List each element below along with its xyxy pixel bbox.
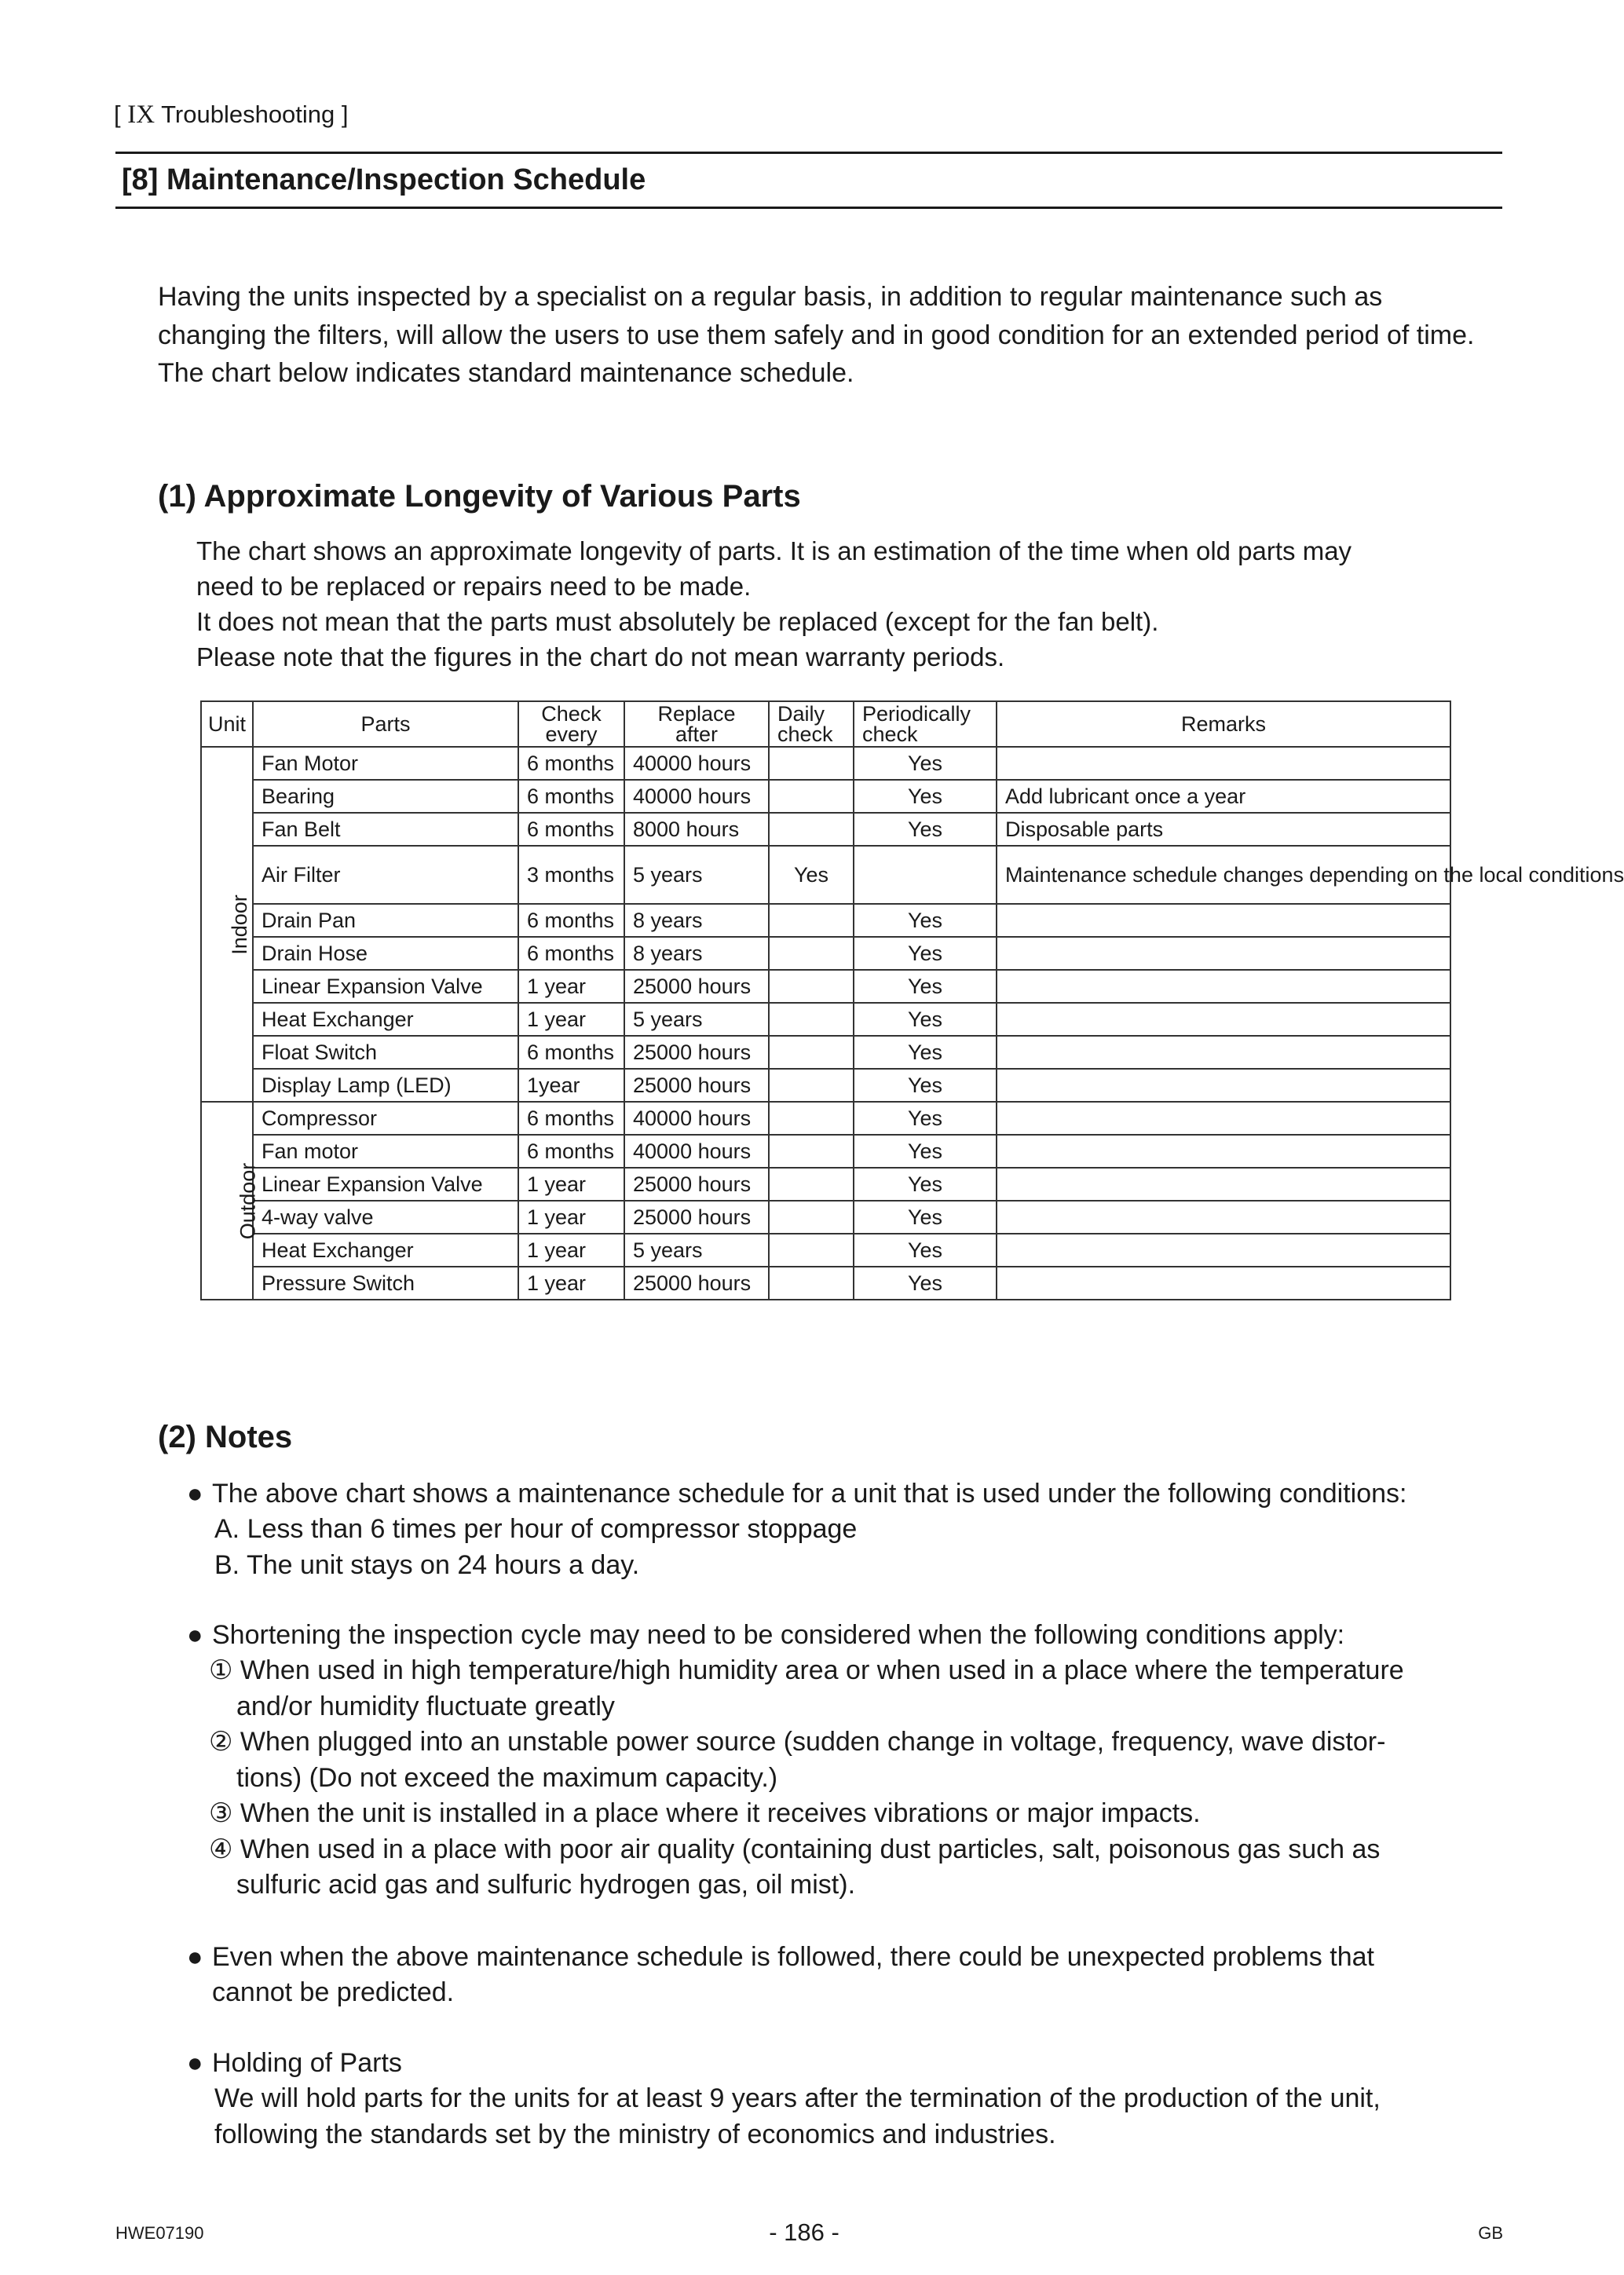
bullet-dot: ●	[187, 2048, 203, 2078]
chapter-roman-numeral: IX	[127, 101, 155, 129]
check-every-cell: 1year	[518, 1069, 624, 1102]
table-row	[201, 747, 1450, 780]
remarks-cell	[997, 1102, 1450, 1135]
replace-after-cell: 25000 hours	[624, 1069, 769, 1102]
daily-check-cell	[769, 904, 854, 937]
daily-check-cell	[769, 1234, 854, 1267]
periodic-check-cell: Yes	[854, 1267, 997, 1300]
periodic-check-cell: Yes	[854, 1234, 997, 1267]
daily-check-cell	[769, 1201, 854, 1234]
replace-after-cell: 40000 hours	[624, 1102, 769, 1135]
check-every-cell: 1 year	[518, 1234, 624, 1267]
remarks-cell	[997, 1036, 1450, 1069]
daily-check-cell	[769, 1102, 854, 1135]
check-every-cell: 6 months	[518, 1135, 624, 1168]
periodic-check-cell: Yes	[854, 1201, 997, 1234]
part-name: Fan Belt	[253, 813, 518, 846]
remarks-cell: Maintenance schedule changes depending on the local conditions	[997, 846, 1450, 904]
bullet-dot: ●	[187, 1479, 203, 1509]
replace-after-cell: 8000 hours	[624, 813, 769, 846]
header-rule-top	[115, 152, 1502, 154]
table-row	[201, 904, 1450, 937]
replace-after-cell: 8 years	[624, 904, 769, 937]
header-remarks: Remarks	[997, 701, 1450, 747]
check-every-cell: 1 year	[518, 1168, 624, 1201]
table-row	[201, 1102, 1450, 1135]
replace-after-cell: 40000 hours	[624, 1135, 769, 1168]
remarks-cell: Disposable parts	[997, 813, 1450, 846]
remarks-cell	[997, 1168, 1450, 1201]
remarks-cell	[997, 970, 1450, 1003]
check-every-cell: 1 year	[518, 970, 624, 1003]
longevity-title: (1) Approximate Longevity of Various Parts	[158, 479, 801, 514]
check-every-cell: 1 year	[518, 1201, 624, 1234]
part-name: Linear Expansion Valve	[253, 1168, 518, 1201]
longevity-line: Please note that the figures in the chart do not mean warranty periods.	[196, 642, 1005, 671]
remarks-cell	[997, 1135, 1450, 1168]
longevity-line: The chart shows an approximate longevity of parts. It is an estimation of the time when old parts may	[196, 536, 1352, 565]
check-every-cell: 6 months	[518, 904, 624, 937]
unit-indoor-label: Indoor	[201, 747, 253, 1102]
part-name: Drain Hose	[253, 937, 518, 970]
table-row	[201, 780, 1450, 813]
part-name: Linear Expansion Valve	[253, 970, 518, 1003]
replace-after-cell: 25000 hours	[624, 1201, 769, 1234]
table-row	[201, 1003, 1450, 1036]
check-every-cell: 1 year	[518, 1003, 624, 1036]
check-every-cell: 1 year	[518, 1267, 624, 1300]
periodic-check-cell: Yes	[854, 1168, 997, 1201]
remarks-cell	[997, 937, 1450, 970]
remarks-cell	[997, 1201, 1450, 1234]
daily-check-cell	[769, 780, 854, 813]
periodic-check-cell: Yes	[854, 1003, 997, 1036]
periodic-check-cell: Yes	[854, 780, 997, 813]
remarks-cell: Add lubricant once a year	[997, 780, 1450, 813]
unit-outdoor-label: Outdoor	[201, 1102, 253, 1300]
part-name: Pressure Switch	[253, 1267, 518, 1300]
check-every-cell: 6 months	[518, 1102, 624, 1135]
periodic-check-cell: Yes	[854, 937, 997, 970]
daily-check-cell	[769, 970, 854, 1003]
periodic-check-cell: Yes	[854, 1036, 997, 1069]
daily-check-cell	[769, 1135, 854, 1168]
daily-check-cell: Yes	[769, 846, 854, 904]
longevity-line: need to be replaced or repairs need to be made.	[196, 572, 752, 601]
periodic-check-cell	[854, 846, 997, 904]
check-every-cell: 6 months	[518, 937, 624, 970]
header-check-every: Check every	[518, 701, 624, 747]
table-row	[201, 937, 1450, 970]
replace-after-cell: 5 years	[624, 846, 769, 904]
replace-after-cell: 25000 hours	[624, 1267, 769, 1300]
part-name: Compressor	[253, 1102, 518, 1135]
longevity-paragraph	[196, 533, 1492, 675]
longevity-line: It does not mean that the parts must absolutely be replaced (except for the fan belt).	[196, 607, 1159, 636]
table-row	[201, 846, 1450, 904]
check-every-cell: 6 months	[518, 747, 624, 780]
intro-text: Having the units inspected by a specialist on a regular basis, in addition to regular maintenance such as changing the filters, will allow the users to use them safely and in good condition for an extended period of time.	[158, 282, 1475, 350]
bullet-dot: ●	[187, 1620, 203, 1650]
section-title: [8] Maintenance/Inspection Schedule	[122, 163, 646, 196]
intro-paragraph	[158, 278, 1493, 393]
note-bullet-unexpected: ● Even when the above maintenance schedule is followed, there could be unexpected problems that cannot be predicted.	[187, 1940, 1506, 2014]
replace-after-cell: 25000 hours	[624, 1036, 769, 1069]
footer-page-number: - 186 -	[769, 2218, 839, 2246]
table-row	[201, 813, 1450, 846]
periodic-check-cell: Yes	[854, 1069, 997, 1102]
periodic-check-cell: Yes	[854, 1102, 997, 1135]
daily-check-cell	[769, 1069, 854, 1102]
periodic-check-cell: Yes	[854, 1135, 997, 1168]
table-row	[201, 1135, 1450, 1168]
replace-after-cell: 5 years	[624, 1003, 769, 1036]
daily-check-cell	[769, 1267, 854, 1300]
part-name: Display Lamp (LED)	[253, 1069, 518, 1102]
part-name: 4-way valve	[253, 1201, 518, 1234]
check-every-cell: 6 months	[518, 1036, 624, 1069]
table-header-row	[201, 701, 1450, 747]
table-row	[201, 970, 1450, 1003]
note-bullet-shortening: ● Shortening the inspection cycle may need to be considered when the following conditions apply: ① When used in high temperature/high humidity area or when used in a place where the temperature and/or humidity fluctuate greatly ② When plugged into an unstable power source (sudden change in voltage, frequency, wave distor- tions) (Do not exceed the maximum capacity.) ③ When the unit is installed in a place where it receives vibrations or major impacts. ④ When used in a place with poor air quality (containing dust particles, salt, poisonous gas such as sulfuric acid gas and sulfuric hydrogen gas, oil mist).	[187, 1618, 1506, 1908]
replace-after-cell: 25000 hours	[624, 1168, 769, 1201]
notes-title: (2) Notes	[158, 1420, 293, 1454]
intro-chart-note: The chart below indicates standard maintenance schedule.	[158, 358, 854, 388]
periodic-check-cell: Yes	[854, 904, 997, 937]
table-row	[201, 1234, 1450, 1267]
remarks-cell	[997, 904, 1450, 937]
part-name: Drain Pan	[253, 904, 518, 937]
remarks-cell	[997, 1267, 1450, 1300]
part-name: Air Filter	[253, 846, 518, 904]
header-replace-after: Replace after	[624, 701, 769, 747]
header-periodically-check: Periodically check	[854, 701, 997, 747]
header-parts: Parts	[253, 701, 518, 747]
daily-check-cell	[769, 813, 854, 846]
header-daily-check: Daily check	[769, 701, 854, 747]
table-row	[201, 1069, 1450, 1102]
remarks-cell	[997, 747, 1450, 780]
replace-after-cell: 8 years	[624, 937, 769, 970]
table-row	[201, 1036, 1450, 1069]
periodic-check-cell: Yes	[854, 813, 997, 846]
periodic-check-cell: Yes	[854, 970, 997, 1003]
replace-after-cell: 40000 hours	[624, 780, 769, 813]
check-every-cell: 6 months	[518, 780, 624, 813]
note-bullet-conditions: ● The above chart shows a maintenance schedule for a unit that is used under the following conditions: A. Less than 6 times per hour of compressor stoppage B. The unit stays on 24 hours a day.	[187, 1476, 1506, 1586]
remarks-cell	[997, 1234, 1450, 1267]
remarks-cell	[997, 1069, 1450, 1102]
part-name: Heat Exchanger	[253, 1003, 518, 1036]
daily-check-cell	[769, 1036, 854, 1069]
daily-check-cell	[769, 937, 854, 970]
header-rule-bottom	[115, 207, 1502, 209]
table-row	[201, 1267, 1450, 1300]
note-bullet-holding-parts: ● Holding of Parts We will hold parts for the units for at least 9 years after the termination of the production of the unit, following the standards set by the ministry of economics and industries.	[187, 2046, 1506, 2156]
table-row	[201, 1168, 1450, 1201]
header-unit: Unit	[201, 701, 253, 747]
replace-after-cell: 40000 hours	[624, 747, 769, 780]
replace-after-cell: 25000 hours	[624, 970, 769, 1003]
check-every-cell: 6 months	[518, 813, 624, 846]
remarks-cell	[997, 1003, 1450, 1036]
part-name: Fan Motor	[253, 747, 518, 780]
part-name: Bearing	[253, 780, 518, 813]
footer-region: GB	[1478, 2223, 1503, 2243]
periodic-check-cell: Yes	[854, 747, 997, 780]
part-name: Float Switch	[253, 1036, 518, 1069]
bullet-dot: ●	[187, 1942, 203, 1972]
table-row	[201, 1201, 1450, 1234]
daily-check-cell	[769, 747, 854, 780]
part-name: Heat Exchanger	[253, 1234, 518, 1267]
check-every-cell: 3 months	[518, 846, 624, 904]
replace-after-cell: 5 years	[624, 1234, 769, 1267]
daily-check-cell	[769, 1168, 854, 1201]
daily-check-cell	[769, 1003, 854, 1036]
chapter-label: [ IX Troubleshooting ]	[114, 101, 349, 129]
footer-doc-code: HWE07190	[115, 2223, 204, 2243]
longevity-table	[200, 700, 1624, 1300]
part-name: Fan motor	[253, 1135, 518, 1168]
